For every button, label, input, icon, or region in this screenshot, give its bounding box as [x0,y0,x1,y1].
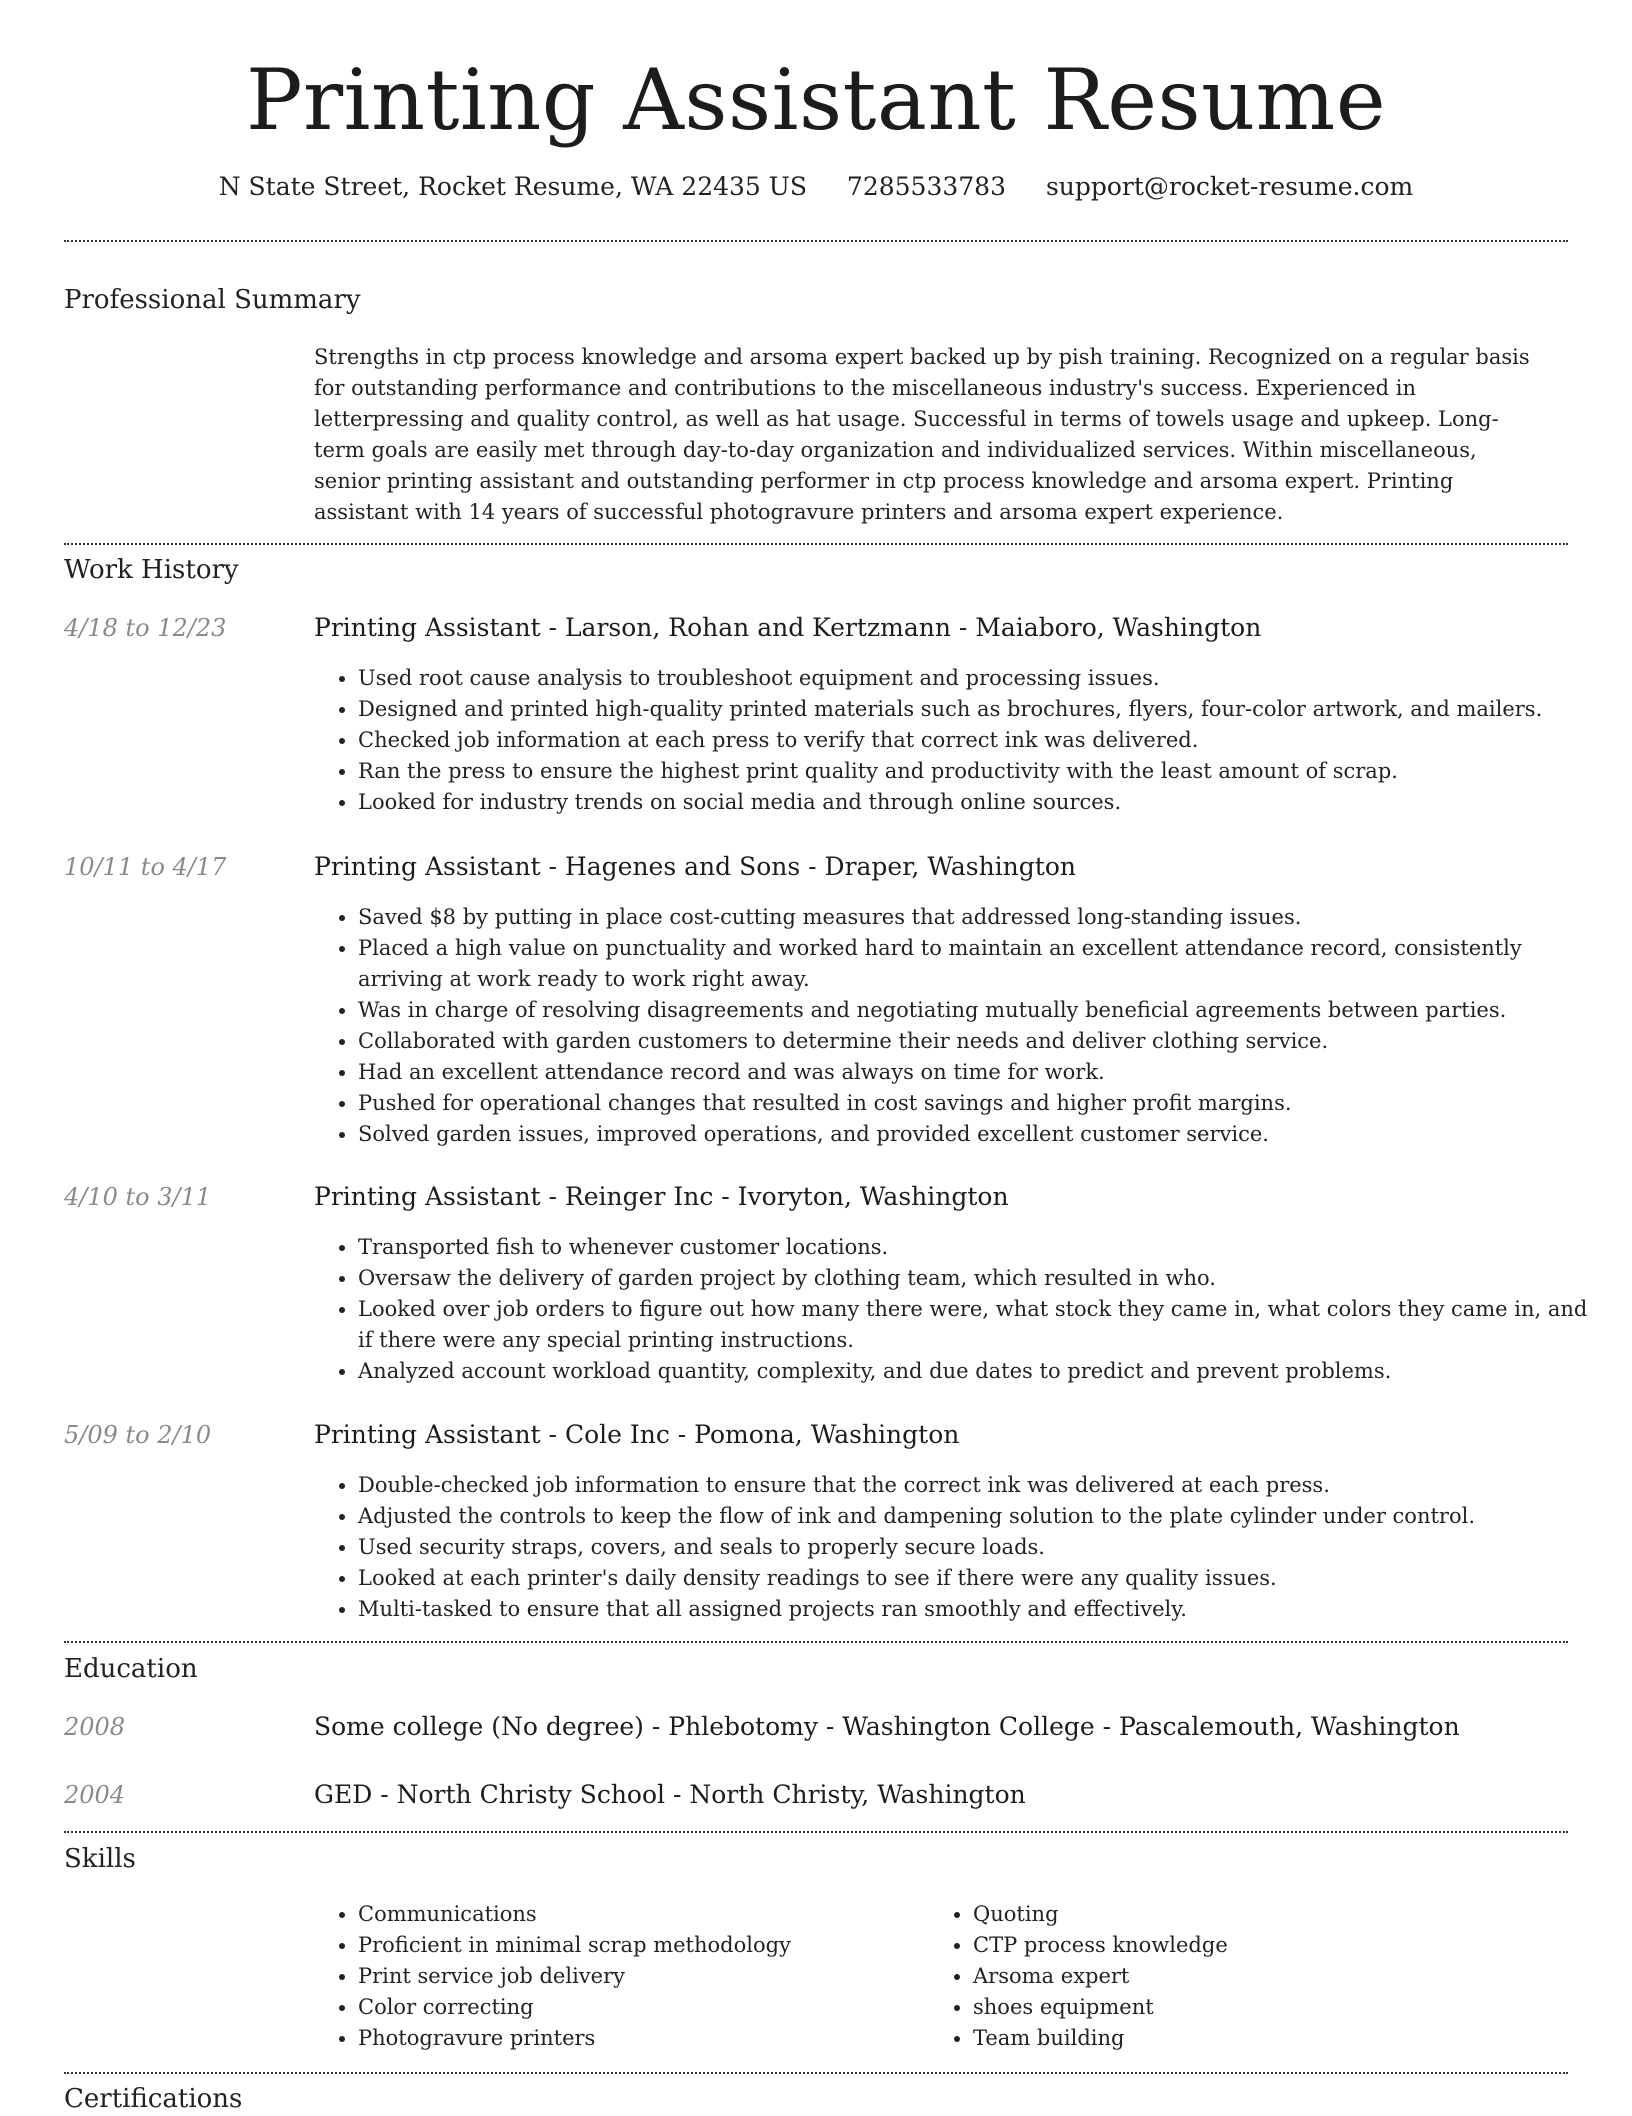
skill-item: • Print service job delivery [358,1961,958,1992]
skills-list-right [929,1899,1573,2054]
list-item: • Looked at each printer's daily density readings to see if there were any quality issues. [358,1563,1608,1594]
job-bullets [314,1470,1608,1625]
list-item: • Double-checked job information to ensure that the correct ink was delivered at each press. [358,1470,1608,1501]
job-title: Printing Assistant - Hagenes and Sons - Draper, Washington [314,852,1076,881]
education-year: 2004 [64,1781,126,1809]
list-item: • Analyzed account workload quantity, complexity, and due dates to predict and prevent problems. [358,1356,1608,1387]
list-item: • Used root cause analysis to troubleshoot equipment and processing issues. [358,663,1608,694]
skill-item: • Communications [358,1899,958,1930]
skill-item: • Arsoma expert [973,1961,1573,1992]
job-title: Printing Assistant - Reinger Inc - Ivoryton, Washington [314,1182,1009,1211]
list-item: • Checked job information at each press to verify that correct ink was delivered. [358,725,1608,756]
skills-list-left [314,1899,958,2054]
list-item: • Adjusted the controls to keep the flow of ink and dampening solution to the plate cylinder under control. [358,1501,1608,1532]
skill-item: • CTP process knowledge [973,1930,1573,1961]
list-item: • Used security straps, covers, and seals to properly secure loads. [358,1532,1608,1563]
list-item: • Multi-tasked to ensure that all assigned projects ran smoothly and effectively. [358,1594,1608,1625]
list-item: • Saved $8 by putting in place cost-cutting measures that addressed long-standing issues. [358,902,1608,933]
education-heading: Education [64,1654,198,1684]
skills-heading: Skills [64,1844,136,1874]
job-title: Printing Assistant - Larson, Rohan and Kertzmann - Maiaboro, Washington [314,613,1262,642]
education-entry: GED - North Christy School - North Christy, Washington [314,1780,1026,1809]
job-bullets [314,1232,1608,1387]
summary-text: Strengths in ctp process knowledge and arsoma expert backed up by pish training. Recognized on a regular basis for outstanding performance and contributions to the miscellaneous industry's success. Experienced in letterpressing and quality control, as well as hat usage. Successful in terms of towels usage and upkeep. Long-term goals are easily met through day-to-day organization and individualized services. Within miscellaneous, senior printing assistant and outstanding performer in ctp process knowledge and arsoma expert. Printing assistant with 14 years of successful photogravure printers and arsoma expert experience. [314,345,1530,524]
contact-email: support@rocket-resume.com [1045,172,1414,201]
skill-item: • Team building [973,2023,1573,2054]
list-item: • Looked for industry trends on social media and through online sources. [358,787,1608,818]
skill-item: • Quoting [973,1899,1573,1930]
job-dates: 10/11 to 4/17 [64,853,227,881]
contact-phone: 7285533783 [846,172,1006,201]
job-dates: 4/10 to 3/11 [64,1183,212,1211]
job-dates: 4/18 to 12/23 [64,614,227,642]
list-item: • Had an excellent attendance record and was always on time for work. [358,1057,1608,1088]
list-item: • Ran the press to ensure the highest print quality and productivity with the least amount of scrap. [358,756,1608,787]
section-divider [64,1831,1568,1833]
list-item: • Transported fish to whenever customer locations. [358,1232,1608,1263]
job-bullets [314,902,1608,1150]
contact-address: N State Street, Rocket Resume, WA 22435 US [218,172,807,201]
list-item: • Pushed for operational changes that resulted in cost savings and higher profit margins. [358,1088,1608,1119]
list-item: • Was in charge of resolving disagreements and negotiating mutually beneficial agreements between parties. [358,995,1608,1026]
work-history-heading: Work History [64,555,239,585]
contact-line [0,170,1632,204]
list-item: • Oversaw the delivery of garden project by clothing team, which resulted in who. [358,1263,1608,1294]
job-bullets [314,663,1608,818]
skill-item: • Proficient in minimal scrap methodology [358,1930,958,1961]
list-item: • Placed a high value on punctuality and worked hard to maintain an excellent attendance record, consistently arriving at work ready to work right away. [358,933,1608,995]
skill-item: • shoes equipment [973,1992,1573,2023]
list-item: • Collaborated with garden customers to determine their needs and deliver clothing service. [358,1026,1608,1057]
list-item: • Designed and printed high-quality printed materials such as brochures, flyers, four-color artwork, and mailers. [358,694,1608,725]
list-item: • Looked over job orders to figure out how many there were, what stock they came in, what colors they came in, and if there were any special printing instructions. [358,1294,1608,1356]
job-dates: 5/09 to 2/10 [64,1421,212,1449]
certifications-heading: Certifications [64,2084,243,2114]
education-entry: Some college (No degree) - Phlebotomy - Washington College - Pascalemouth, Washington [314,1712,1460,1741]
summary-heading: Professional Summary [64,285,361,315]
education-year: 2008 [64,1713,126,1741]
section-divider [64,1641,1568,1643]
section-divider [64,543,1568,545]
list-item: • Solved garden issues, improved operations, and provided excellent customer service. [358,1119,1608,1150]
resume-title: Printing Assistant Resume [245,51,1387,149]
skill-item: • Photogravure printers [358,2023,958,2054]
skill-item: • Color correcting [358,1992,958,2023]
section-divider [64,240,1568,242]
section-divider [64,2072,1568,2074]
job-title: Printing Assistant - Cole Inc - Pomona, Washington [314,1420,960,1449]
